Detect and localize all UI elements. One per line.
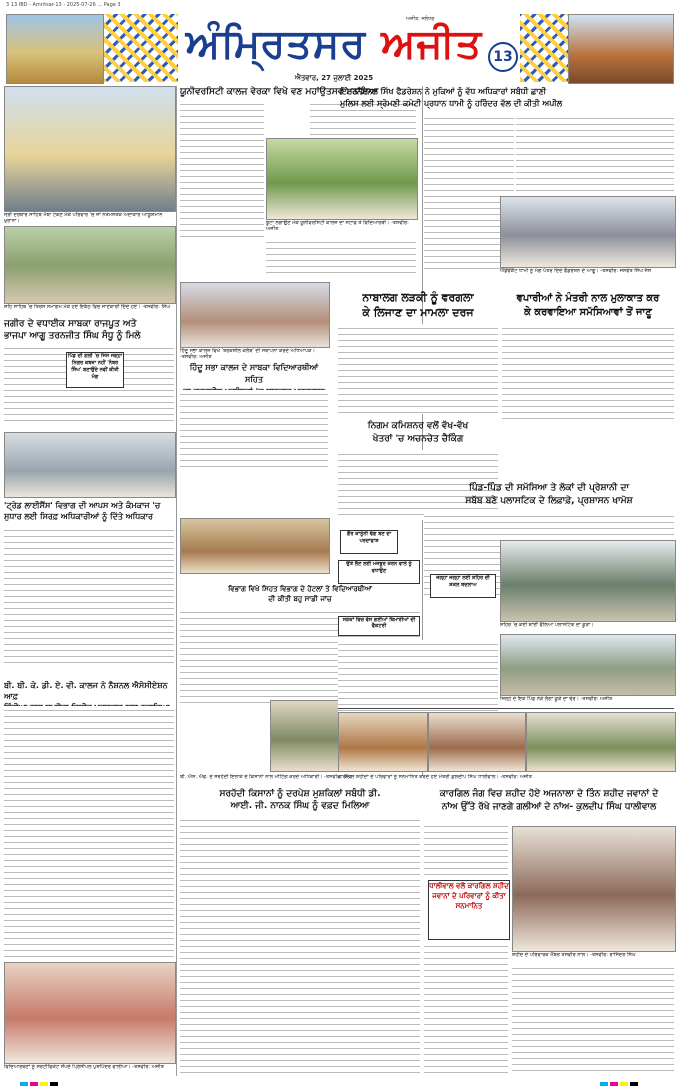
plastic-waste-photo-1 — [500, 540, 676, 622]
vapari-headline-line1: ਵਪਾਰੀਆਂ ਨੇ ਮੰਤਰੀ ਨਾਲ ਮੁਲਾਕਾਤ ਕਰ — [516, 293, 660, 304]
tree-plantation-photo — [266, 138, 418, 220]
kargil-photo-2 — [428, 712, 526, 772]
plastic-box-1: ਉਤੇ ਲੈਣ ਲਈ ਮਜਬੂਰ ਕਰਨ ਵਾਲੇ ਨੂੰ ਵਧਾਉਣ — [338, 560, 420, 584]
masthead-title-paper: ਅਜੀਤ — [381, 21, 483, 67]
naseem-headline-line1: ਵਿਭਾਗ ਵਿਖੇ ਸਿਹਤ ਵਿਭਾਗ ਦੇ ਹੋਟਲਾਂ ਤੇ ਵਿਦਿਆਰਥੀਆਂ — [228, 585, 372, 593]
masthead-pattern-right — [520, 14, 568, 82]
nigam-headline-line2: ਖੇਤਰਾਂ 'ਚ ਅਚਨਚੇਤ ਚੈਕਿੰਗ — [372, 434, 464, 444]
naseem-meeting-photo — [180, 518, 330, 574]
uni-headline: ਯੂਨੀਵਰਸਿਟੀ ਕਾਲਜ ਵੇਰਕਾ ਵਿਖੇ ਵਣ ਮਹਾਂਉਤਸਵ ਮਨਾਇਆ — [180, 87, 379, 97]
sangh-meeting-photo — [4, 226, 176, 304]
bbk-caption: ਵਿਦਿਆਰਥਣਾਂ ਨੂੰ ਸਰਟੀਫਿਕੇਟ ਸੌਂਪਦੇ ਪ੍ਰਿੰਸੀਪਲ ਪੁਸ਼ਪਿੰਦਰ ਵਾਲੀਆ। -ਤਸਵੀਰ: ਅਜੀਤ — [4, 1064, 164, 1070]
kargil-photo-1 — [338, 712, 428, 772]
farmer-headline — [180, 788, 420, 812]
plastic-headline-line1: ਪਿੰਡ-ਪਿੰਡ ਦੀ ਸਮੱਸਿਆ ਤੇ ਲੋਕਾਂ ਦੀ ਪ੍ਰੇਸ਼ਾਨੀ ਦਾ — [468, 483, 630, 493]
plastic-body-2 — [338, 640, 498, 716]
intl-body-2 — [516, 114, 674, 192]
hindu-body — [180, 390, 328, 470]
kargil-headline — [424, 788, 674, 814]
masthead-subtitle: ਅਜੀਤ, ਜਲੰਧਰ — [406, 16, 435, 22]
print-slug-text: 3 13 IBD - Amritsar-13 - 2025-07-26 ... Page 3 — [6, 2, 121, 8]
kargil-photo-3 — [526, 712, 676, 772]
masthead-title-city: ਅੰਮ੍ਰਿਤਸਰ — [185, 21, 367, 67]
gair-box: ਗੈਰ ਕਾਨੂੰਨੀ ਢੰਗ ਬਣ ਦਾ ਪਰਦਾਫਾਸ਼ — [340, 530, 398, 554]
bbk-body — [4, 706, 174, 958]
masthead-pattern-left — [102, 14, 178, 82]
swatch-yellow — [40, 1082, 48, 1086]
print-color-strip — [0, 1078, 677, 1089]
kargil-body-2 — [424, 942, 508, 1074]
swatch-magenta-2 — [610, 1082, 618, 1086]
hindu-headline-line1: ਹਿੰਦੂ ਸਭਾ ਕਾਲਜ ਦੇ ਸਾਬਕਾ ਵਿਦਿਆਰਥੀਆਂ ਸਹਿਤ — [189, 363, 319, 384]
office-meeting-photo — [4, 432, 176, 498]
swatch-black-2 — [630, 1082, 638, 1086]
nabalig-body — [338, 324, 498, 414]
trade-headline-line2: ਸੁਧਾਰ ਲਈ ਸਿਰਫ਼ ਅਧਿਕਾਰੀਆਂ ਨੂੰ ਦਿੱਤੇ ਅਧਿਕਾਰ — [4, 512, 153, 521]
intl-headline-line1: ਇੰਟਰਨੈਸ਼ਨਲ ਸਿੱਖ ਫੈਡਰੇਸ਼ਨ ਨੇ ਮੁਕਿਆਂ ਨੂੰ ਵੱਧ ਅਧਿਕਾਰਾਂ ਸਬੰਧੀ ਛਾਣੀ — [340, 87, 547, 96]
masthead-title — [178, 16, 490, 72]
print-slug-bar — [0, 0, 677, 12]
intl-caption: ਐਡਵੋਕੇਟ ਧਾਮੀ ਨੂੰ ਮੰਗ ਪੱਤਰ ਦਿੰਦੇ ਫੈਡਰੇਸ਼ਨ ਦੇ ਆਗੂ। -ਤਸਵੀਰ: ਜਸਵੰਤ ਸਿੰਘ ਜੱਸ — [500, 268, 652, 274]
nabalig-headline — [338, 290, 498, 320]
golden-temple-caption: ਸ੍ਰੀ ਦਰਬਾਰ ਸਾਹਿਬ ਮੱਥਾ ਟੇਕਣ ਮੌਕੇ ਪਰਿਵਾਰ 'ਚ ਜਾਂ ਨਤਮਸਤਕ ਅਦਾਕਾਰ ਆਯੂਸ਼ਮਾਨ ਖੁਰਾਨਾ। — [4, 212, 163, 224]
swatch-cyan-2 — [600, 1082, 608, 1086]
nigam-headline — [338, 420, 498, 446]
martyr-family-photo — [512, 826, 676, 952]
naseem-headline-line2: ਦੀ ਕੀਤੀ ਬਹੁ ਸਾਡੀ ਜਾਂਚ — [268, 595, 332, 603]
jhagir-headline-line1: ਜਗੀਰ ਦੇ ਵਧਾਈਕ ਸਾਬਕਾ ਰਾਜਪੂਤ ਅਤੇ — [4, 319, 137, 329]
vapari-headline-line2: ਕੇ ਕਰਵਾਇਆ ਸਮੱਸਿਆਵਾਂ ਤੋਂ ਜਾਣੂ — [524, 307, 652, 318]
nigam-headline-line1: ਨਿਗਮ ਕਮਿਸ਼ਨਰ ਵਲੋਂ ਵੱਖ-ਵੱਖ — [367, 421, 469, 431]
vapari-body — [502, 324, 674, 424]
farmer-headline-line2: ਆਈ. ਜੀ. ਨਾਨਕ ਸਿੰਘ ਨੂੰ ਵਫ਼ਦ ਮਿਲਿਆ — [230, 801, 370, 811]
kargil-caption-2: ਸ਼ਹੀਦ ਦੇ ਪਰਿਵਾਰਕ ਮੈਂਬਰ ਤਸਵੀਰ ਨਾਲ। -ਤਸਵੀਰ: ਰਾਜਿੰਦਰ ਸਿੰਘ — [512, 952, 636, 958]
pind-box: ਪਿੰਡ ਦੀ ਗਲੀ 'ਚ ਜਿਸ ਜਗ੍ਹਾ ਨਿਗਰ ਕਬਜ਼ਾ ਨਹੀਂ 'ਨੰਬਰ ਸਿੰਘ' ਬਣਾਉਂਦੇ ਨਵੀਂ ਕੀਤੀ ਮੰਗ — [66, 352, 124, 388]
bbk-headline-line1: ਬੀ. ਬੀ. ਕੇ. ਡੀ. ਏ. ਵੀ. ਕਾਲਜ ਨੇ ਨੈਸ਼ਨਲ ਐਸੋਸੀਏਸ਼ਨ ਆਫ਼ — [4, 681, 168, 701]
kargil-body-1 — [424, 822, 508, 880]
hindu-caption: ਹਿੰਦੂ ਸਭਾ ਕਾਲਜ ਵਿਖੇ 'ਤਰਕਸ਼ੀਲ ਕਲੱਬ' ਦੀ ਸਥਾਪਨਾ ਕਰਦੇ ਅਧਿਆਪਕ। -ਤਸਵੀਰ: ਅਜੀਤ — [180, 348, 315, 360]
intl-headline — [340, 86, 674, 110]
swatch-magenta — [30, 1082, 38, 1086]
jhagir-headline-line2: ਭਾਜਪਾ ਆਗੂ ਤਰਨਜੀਤ ਸਿੰਘ ਸੰਧੂ ਨੂੰ ਮਿਲੇ — [4, 331, 141, 341]
uni-caption: ਬੂਟਾ ਲਗਾਉਣ ਮੌਕੇ ਯੂਨੀਵਰਸਿਟੀ ਕਾਲਜ ਦਾ ਸਟਾਫ ਤੇ ਵਿਦਿਆਰਥੀ। -ਤਸਵੀਰ: ਅਜੀਤ — [266, 220, 409, 232]
bbk-certificate-photo — [4, 962, 176, 1064]
kargil-body-3 — [512, 964, 674, 1074]
page-number: 13 — [488, 42, 518, 72]
golden-temple-image — [6, 14, 104, 84]
kargil-headline-line1: ਕਾਰਗਿਲ ਜੰਗ ਵਿਚ ਸ਼ਹੀਦ ਹੋਏ ਅਜਨਾਲਾ ਦੇ ਤਿੰਨ ਸ਼ਹੀਦ ਜਵਾਨਾਂ ਦੇ — [439, 789, 659, 799]
plastic-headline — [424, 482, 674, 508]
kargil-headline-line2: ਨਾਂਅ ਉੱਤੇ ਰੱਖੇ ਜਾਣਗੇ ਗਲੀਆਂ ਦੇ ਨਾਂਅ- ਕੁਲਦੀਪ ਸਿੰਘ ਧਾਲੀਵਾਲ — [441, 802, 657, 812]
farmer-caption: ਬੀ. ਐਸ. ਐਫ. ਦੇ ਸਰਹੱਦੀ ਇਲਾਕੇ ਦੇ ਕਿਸਾਨਾਂ ਨਾਲ ਮੀਟਿੰਗ ਕਰਦੇ ਅਧਿਕਾਰੀ। -ਤਸਵੀਰ: ਸਿੰਘ — [180, 774, 353, 780]
nabalig-headline-line1: ਨਾਬਾਲਗ ਲੜਕੀ ਨੂੰ ਵਰਗਲਾ — [362, 291, 474, 304]
swatch-black — [50, 1082, 58, 1086]
column-divider-1 — [176, 86, 177, 1076]
kargil-top-rule — [338, 708, 674, 709]
plastic-box-3: ਸੜਕਾਂ ਵਿਚ ਵੱਸ ਗਈਆਂ ਬਿਮਾਰੀਆਂ ਦੀ ਫੈਕਟਰੀ — [338, 616, 420, 636]
masthead — [178, 14, 490, 82]
swatch-cyan — [20, 1082, 28, 1086]
farmer-body — [180, 816, 420, 1074]
jhagir-headline — [4, 318, 174, 342]
uni-body-3 — [266, 238, 416, 274]
swatch-yellow-2 — [620, 1082, 628, 1086]
plastic-waste-photo-2 — [500, 634, 676, 696]
hindu-college-photo — [180, 282, 330, 348]
sangh-meeting-caption: ਸ਼ਹਿ ਸਾਹਿਬ 'ਚ ਤਿਰਸ ਸਮਾਗਮ ਮੌਕੇ ਹੋਏ ਇਕੱਠ ਵਿਚ ਜਾਣਕਾਰੀ ਦਿੰਦੇ ਹੋਏ। -ਤਸਵੀਰ: ਸਿੰਘ — [4, 304, 171, 310]
kargil-box: ਧਾਲੀਵਾਲ ਵਲੋਂ ਕਾਰਗਿਲ ਸ਼ਹੀਦ ਜਵਾਨਾਂ ਦੇ ਪਰਿਵਾਰਾਂ ਨੂੰ ਕੀਤਾ ਸਨਮਾਨਿਤ — [428, 880, 510, 940]
naseem-headline — [180, 584, 420, 604]
vapari-headline — [502, 292, 674, 320]
masthead-date: ਐਤਵਾਰ, 27 ਜੁਲਾਈ 2025 — [294, 74, 374, 82]
trade-headline — [4, 500, 174, 522]
kargil-caption: ਕਾਰਗਿਲ ਸ਼ਹੀਦਾਂ ਦੇ ਪਰਿਵਾਰਾਂ ਨੂੰ ਸਨਮਾਨਿਤ ਕਰਦੇ ਹੋਏ ਮੰਤਰੀ ਕੁਲਦੀਪ ਸਿੰਘ ਧਾਲੀਵਾਲ। -ਤਸਵੀਰ: ਅਜੀਤ — [338, 774, 532, 780]
nabalig-headline-line2: ਕੇ ਲਿਜਾਣ ਦਾ ਮਾਮਲਾ ਦਰਜ — [362, 306, 474, 319]
dhami-memorandum-photo — [500, 196, 676, 268]
farmer-headline-line1: ਸਰਹੱਦੀ ਕਿਸਾਨਾਂ ਨੂੰ ਦਰਪੇਸ਼ ਮੁਸ਼ਕਿਲਾਂ ਸਬੰਧੀ ਡੀ. — [219, 789, 381, 799]
plastic-caption: ਸ਼ਹਿਰ 'ਚ ਕਈ ਥਾਂਈਂ ਫੈਲਿਆ ਪਲਾਸਟਿਕ ਦਾ ਕੂੜਾ। — [500, 622, 594, 628]
trade-headline-line1: 'ਟ੍ਰੇਡ ਲਾਈਸੈਂਸ' ਵਿਭਾਗ ਦੀ ਆਪਸ ਅਤੇ ਕੰਮਕਾਜ 'ਚ — [4, 501, 161, 510]
plastic-caption-2: ਜ਼ਿਲ੍ਹੇ ਦੇ ਇਕ ਪਿੰਡ ਨੇੜੇ ਲੱਗਾ ਕੂੜੇ ਦਾ ਢੇਰ। -ਤਸਵੀਰ: ਅਜੀਤ — [500, 696, 613, 702]
heritage-building-image — [568, 14, 674, 84]
uni-body-1 — [180, 100, 264, 238]
trade-body — [4, 526, 174, 666]
intl-headline-line2: ਮੁਲਿਸ ਲਈ ਸ੍ਰੋਮਣੀ ਕਮੇਟੀ ਪ੍ਰਧਾਨ ਧਾਮੀ ਨੂੰ ਹਰਿੰਦਰ ਵੱਲ ਦੀ ਕੀਤੀ ਅਪੀਲ — [340, 99, 563, 108]
plastic-box-2: ਜਗ੍ਹਾ ਜਗ੍ਹਾ ਲਈ ਸ਼ਹਿਰ ਦੀ ਸ਼ਕਲ ਬਦਲਾਅ — [430, 574, 496, 598]
golden-temple-visit-photo — [4, 86, 176, 212]
plastic-headline-line2: ਸਬੱਬ ਬਣੇ ਪਲਾਸਟਿਕ ਦੇ ਲਿਫ਼ਾਫ਼ੇ, ਪ੍ਰਸ਼ਾਸਨ ਖਾਮੋਸ਼ — [465, 496, 633, 506]
